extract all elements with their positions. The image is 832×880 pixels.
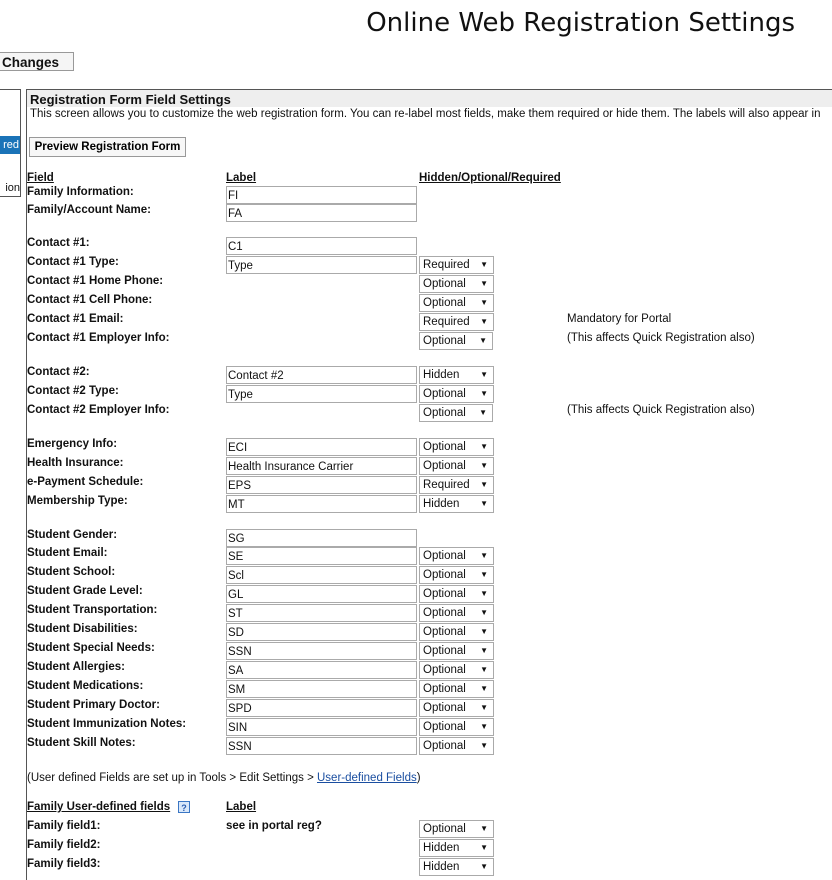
field-label-input[interactable] xyxy=(226,438,417,456)
visibility-select-value: Optional xyxy=(423,683,466,695)
field-row xyxy=(27,204,832,223)
field-name: Emergency Info: xyxy=(27,438,118,450)
save-changes-button[interactable]: Changes xyxy=(0,52,74,71)
visibility-select-value: Hidden xyxy=(423,369,460,381)
field-row xyxy=(27,294,832,313)
udf-note xyxy=(27,772,421,784)
dropdown-caret-icon: ▼ xyxy=(480,741,488,750)
field-label-input[interactable] xyxy=(226,623,417,641)
field-row xyxy=(27,275,832,294)
dropdown-caret-icon: ▼ xyxy=(480,499,488,508)
dropdown-caret-icon: ▼ xyxy=(480,480,488,489)
field-row xyxy=(27,642,832,661)
field-name: Health Insurance: xyxy=(27,457,124,469)
visibility-select[interactable] xyxy=(419,438,494,456)
field-name: Student Special Needs: xyxy=(27,642,155,654)
field-row xyxy=(27,457,832,476)
dropdown-caret-icon: ▼ xyxy=(480,389,488,398)
visibility-select[interactable] xyxy=(419,699,494,717)
visibility-select-value: Optional xyxy=(423,607,466,619)
field-label-input[interactable] xyxy=(226,718,417,736)
field-row xyxy=(27,186,832,205)
visibility-select[interactable] xyxy=(419,839,494,857)
dropdown-caret-icon: ▼ xyxy=(480,862,488,871)
visibility-select-value: Optional xyxy=(423,278,466,290)
left-nav-panel xyxy=(0,89,21,197)
visibility-select[interactable] xyxy=(419,858,494,876)
visibility-select-value: Optional xyxy=(423,407,466,419)
field-note: Mandatory for Portal xyxy=(567,313,672,325)
visibility-select-value: Hidden xyxy=(423,842,460,854)
udf-note-text: (User defined Fields are set up in Tools > Edit Settings > xyxy=(27,772,317,784)
field-label-input[interactable] xyxy=(226,385,417,403)
visibility-select-value: Optional xyxy=(423,626,466,638)
visibility-select-value: Optional xyxy=(423,388,466,400)
field-label-input[interactable] xyxy=(226,366,417,384)
field-label-input[interactable] xyxy=(226,529,417,547)
field-row xyxy=(27,566,832,585)
field-label-input[interactable] xyxy=(226,585,417,603)
family-udf-heading: Family User-defined fields xyxy=(27,801,171,813)
visibility-select[interactable] xyxy=(419,476,494,494)
visibility-select[interactable] xyxy=(419,332,493,350)
field-row xyxy=(27,237,832,256)
field-row xyxy=(27,604,832,623)
dropdown-caret-icon: ▼ xyxy=(480,461,488,470)
family-udf-row xyxy=(27,820,832,839)
visibility-select[interactable] xyxy=(419,313,494,331)
help-icon[interactable]: ? xyxy=(178,801,190,813)
field-name: Contact #2 Type: xyxy=(27,385,119,397)
visibility-select[interactable] xyxy=(419,820,494,838)
visibility-select-value: Required xyxy=(423,259,470,271)
field-name: Contact #1 Type: xyxy=(27,256,119,268)
dropdown-caret-icon: ▼ xyxy=(480,646,488,655)
field-row xyxy=(27,385,832,404)
field-row xyxy=(27,623,832,642)
visibility-select-value: Optional xyxy=(423,721,466,733)
field-name: Student Primary Doctor: xyxy=(27,699,160,711)
field-name: Student Disabilities: xyxy=(27,623,138,635)
field-name: Membership Type: xyxy=(27,495,128,507)
visibility-select[interactable] xyxy=(419,366,494,384)
dropdown-caret-icon: ▼ xyxy=(479,336,487,345)
field-name: Contact #1 Email: xyxy=(27,313,124,325)
field-name: Student Email: xyxy=(27,547,108,559)
field-name: Student School: xyxy=(27,566,116,578)
field-label-input[interactable] xyxy=(226,476,417,494)
field-label-input[interactable] xyxy=(226,699,417,717)
family-udf-name: Family field1: xyxy=(27,820,101,832)
field-name: Student Medications: xyxy=(27,680,144,692)
dropdown-caret-icon: ▼ xyxy=(480,684,488,693)
dropdown-caret-icon: ▼ xyxy=(480,722,488,731)
visibility-select-value: Optional xyxy=(423,588,466,600)
field-name: Student Skill Notes: xyxy=(27,737,136,749)
field-row xyxy=(27,547,832,566)
visibility-select-value: Optional xyxy=(423,460,466,472)
visibility-select[interactable] xyxy=(419,642,494,660)
udf-note-suffix: ) xyxy=(416,772,421,784)
field-row xyxy=(27,332,832,351)
visibility-select[interactable] xyxy=(419,547,494,565)
field-label-input[interactable] xyxy=(226,186,417,204)
visibility-select[interactable] xyxy=(419,404,493,422)
column-header-visibility: Hidden/Optional/Required xyxy=(419,172,561,184)
visibility-select-value: Hidden xyxy=(423,861,460,873)
field-label-input[interactable] xyxy=(226,566,417,584)
family-udf-value: see in portal reg? xyxy=(226,820,322,832)
field-row xyxy=(27,476,832,495)
dropdown-caret-icon: ▼ xyxy=(480,279,488,288)
dropdown-caret-icon: ▼ xyxy=(480,608,488,617)
dropdown-caret-icon: ▼ xyxy=(480,627,488,636)
user-defined-fields-link[interactable]: User-defined Fields xyxy=(317,772,417,784)
dropdown-caret-icon: ▼ xyxy=(480,570,488,579)
field-name: Student Grade Level: xyxy=(27,585,143,597)
field-label-input[interactable] xyxy=(226,737,417,755)
column-header-field: Field xyxy=(27,172,54,184)
field-label-input[interactable] xyxy=(226,256,417,274)
field-label-input[interactable] xyxy=(226,237,417,255)
field-label-input[interactable] xyxy=(226,495,417,513)
panel-description: This screen allows you to customize the web registration form. You can re-label most fields, make them required or hide them. The labels will also appear in xyxy=(30,108,821,120)
visibility-select-value: Optional xyxy=(423,297,466,309)
dropdown-caret-icon: ▼ xyxy=(480,442,488,451)
field-name: Student Allergies: xyxy=(27,661,125,673)
field-settings-panel xyxy=(26,89,832,880)
visibility-select[interactable] xyxy=(419,275,494,293)
field-name: Family Information: xyxy=(27,186,134,198)
field-name: Student Transportation: xyxy=(27,604,158,616)
visibility-select-value: Optional xyxy=(423,702,466,714)
dropdown-caret-icon: ▼ xyxy=(480,551,488,560)
field-row xyxy=(27,438,832,457)
field-row xyxy=(27,404,832,423)
field-row xyxy=(27,680,832,699)
dropdown-caret-icon: ▼ xyxy=(480,843,488,852)
visibility-select[interactable] xyxy=(419,256,494,274)
field-row xyxy=(27,585,832,604)
field-label-input[interactable] xyxy=(226,680,417,698)
visibility-select[interactable] xyxy=(419,737,494,755)
field-name: Family/Account Name: xyxy=(27,204,151,216)
visibility-select[interactable] xyxy=(419,294,494,312)
visibility-select-value: Optional xyxy=(423,645,466,657)
field-row xyxy=(27,313,832,332)
visibility-select[interactable] xyxy=(419,604,494,622)
family-udf-name: Family field3: xyxy=(27,858,101,870)
field-row xyxy=(27,718,832,737)
field-note: (This affects Quick Registration also) xyxy=(567,332,755,344)
field-name: Student Immunization Notes: xyxy=(27,718,187,730)
visibility-select[interactable] xyxy=(419,718,494,736)
visibility-select[interactable] xyxy=(419,661,494,679)
visibility-select[interactable] xyxy=(419,623,494,641)
field-name: Contact #1 Home Phone: xyxy=(27,275,164,287)
field-row xyxy=(27,256,832,275)
visibility-select-value: Optional xyxy=(423,441,466,453)
visibility-select[interactable] xyxy=(419,680,494,698)
dropdown-caret-icon: ▼ xyxy=(479,408,487,417)
panel-header: Registration Form Field Settings xyxy=(27,90,832,107)
visibility-select-value: Optional xyxy=(423,664,466,676)
field-label-input[interactable] xyxy=(226,642,417,660)
dropdown-caret-icon: ▼ xyxy=(480,298,488,307)
dropdown-caret-icon: ▼ xyxy=(480,703,488,712)
field-name: Student Gender: xyxy=(27,529,118,541)
field-name: e-Payment Schedule: xyxy=(27,476,144,488)
preview-registration-form-button[interactable]: Preview Registration Form xyxy=(29,137,186,157)
field-name: Contact #1 Employer Info: xyxy=(27,332,170,344)
visibility-select-value: Optional xyxy=(423,569,466,581)
dropdown-caret-icon: ▼ xyxy=(480,317,488,326)
family-udf-label-heading: Label xyxy=(226,801,257,813)
visibility-select[interactable] xyxy=(419,585,494,603)
dropdown-caret-icon: ▼ xyxy=(480,665,488,674)
left-nav-selected-item[interactable]: red xyxy=(0,136,20,154)
visibility-select-value: Optional xyxy=(423,550,466,562)
family-udf-name: Family field2: xyxy=(27,839,101,851)
field-row xyxy=(27,699,832,718)
visibility-select[interactable] xyxy=(419,495,494,513)
field-name: Contact #1 Cell Phone: xyxy=(27,294,153,306)
visibility-select[interactable] xyxy=(419,385,494,403)
field-label-input[interactable] xyxy=(226,547,417,565)
field-row xyxy=(27,661,832,680)
field-name: Contact #1: xyxy=(27,237,90,249)
dropdown-caret-icon: ▼ xyxy=(480,589,488,598)
field-row xyxy=(27,529,832,548)
field-row xyxy=(27,366,832,385)
dropdown-caret-icon: ▼ xyxy=(480,824,488,833)
family-udf-row xyxy=(27,858,832,877)
visibility-select-value: Required xyxy=(423,479,470,491)
page-title: Online Web Registration Settings xyxy=(366,8,795,38)
field-note: (This affects Quick Registration also) xyxy=(567,404,755,416)
visibility-select-value: Hidden xyxy=(423,498,460,510)
visibility-select[interactable] xyxy=(419,566,494,584)
visibility-select-value: Optional xyxy=(423,823,466,835)
column-header-label: Label xyxy=(226,172,257,184)
field-name: Contact #2: xyxy=(27,366,90,378)
field-label-input[interactable] xyxy=(226,457,417,475)
family-udf-row xyxy=(27,839,832,858)
field-label-input[interactable] xyxy=(226,604,417,622)
field-name: Contact #2 Employer Info: xyxy=(27,404,170,416)
field-label-input[interactable] xyxy=(226,204,417,222)
dropdown-caret-icon: ▼ xyxy=(480,260,488,269)
visibility-select-value: Optional xyxy=(423,335,466,347)
dropdown-caret-icon: ▼ xyxy=(480,370,488,379)
visibility-select-value: Optional xyxy=(423,740,466,752)
field-row xyxy=(27,737,832,756)
visibility-select-value: Required xyxy=(423,316,470,328)
field-label-input[interactable] xyxy=(226,661,417,679)
left-nav-item[interactable]: ion xyxy=(5,182,20,194)
field-row xyxy=(27,495,832,514)
visibility-select[interactable] xyxy=(419,457,494,475)
